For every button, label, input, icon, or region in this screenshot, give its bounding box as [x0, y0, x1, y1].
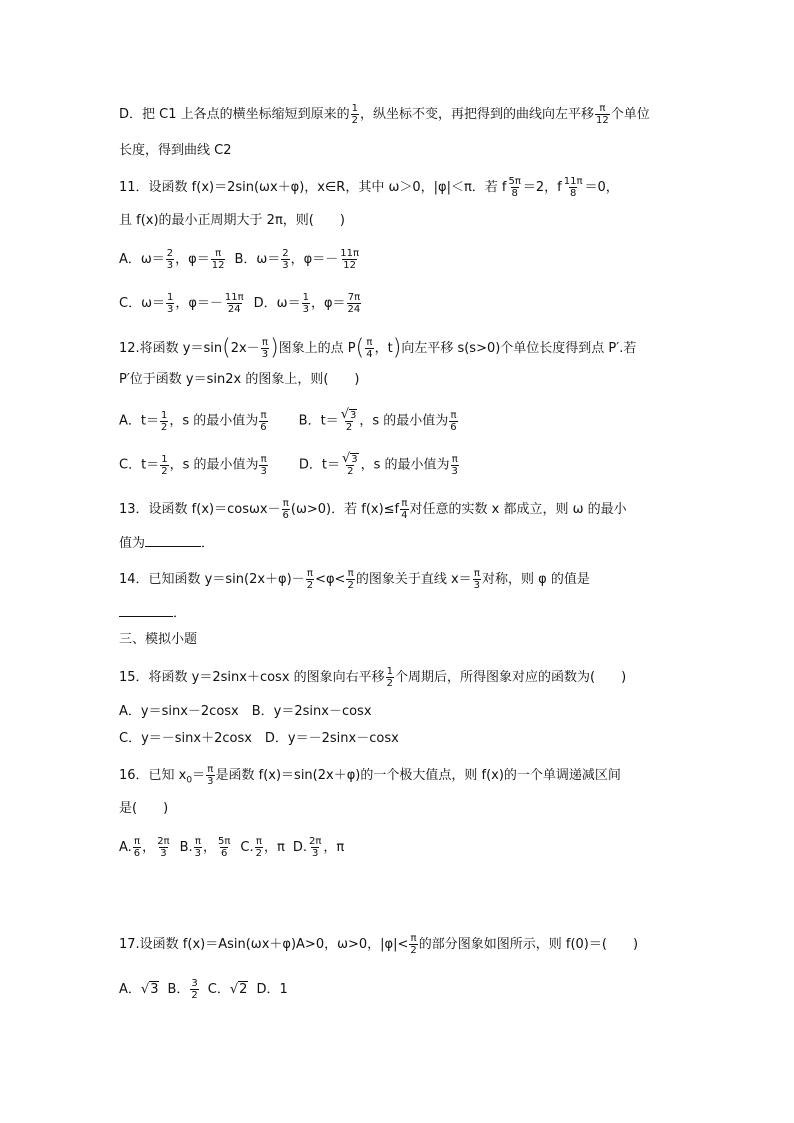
- question-11-stem-cont: 且 f(x)的最小正周期大于 2π，则( ): [119, 213, 345, 228]
- question-12-options-cd: C．t＝ $\frac{1}{2}$ ，s 的最小值为 $\frac{\pi}{3}$ D．t＝ $\frac{√3}{2}$ ，s 的最小值为 $\frac{\pi}{3}$: [119, 451, 458, 477]
- question-16-stem: 16．已知 $x_0=$ $\frac{\pi}{3}$ 是函数 f(x)＝sin(2x＋φ)的一个极大值点，则 f(x)的一个单调递减区间: [119, 764, 621, 787]
- question-13-stem-cont: 值为 ．: [119, 533, 214, 554]
- question-15-options-ab: A．y＝sinx－2cosx B．y＝2sinx－cosx: [119, 704, 372, 719]
- question-13-stem: 13．设函数 f(x)＝cosωx－ $\frac{\pi}{6}$ (ω>0)．若 f(x)≤f $\frac{\pi}{4}$ 对任意的实数 x 都成立，则 ω 的最小: [119, 498, 627, 521]
- question-12-stem: 12.将函数 y＝sin(2x－ $\frac{\pi}{3}$ )图象上的点 P( $\frac{\pi}{4}$ ，t)向左平移 s(s>0)个单位长度得到点 P′.若: [119, 335, 637, 361]
- question-17-options: A．√3 B． $\frac{3}{2}$ C．√2 D．1: [119, 978, 288, 1001]
- question-11-stem: 11．设函数 f(x)＝2sin(ωx＋φ)，x∈R，其中 ω＞0，|φ|＜π．若 f $\frac{5\pi}{8}$ ＝2，f $\frac{11\pi}{8}$ ＝0，: [119, 176, 619, 199]
- section-heading: 三、模拟小题: [119, 632, 198, 647]
- fraction: $\frac{5\pi}{8}$: [508, 176, 521, 199]
- question-17-stem: 17.设函数 f(x)＝Asin(ωx＋φ)A>0，ω>0，|φ|< $\frac{\pi}{2}$ 的部分图象如图所示，则 f(0)＝( ): [119, 933, 639, 956]
- fraction: $\frac{11\pi}{8}$: [563, 176, 583, 199]
- question-16-stem-cont: 是( ): [119, 801, 169, 816]
- prev-question-option-d-cont: 长度，得到曲线 C2: [119, 143, 232, 158]
- question-11-options-ab: A．ω＝ $\frac{2}{3}$ ，φ＝ $\frac{\pi}{12}$ B．ω＝ $\frac{2}{3}$ ，φ＝－ $\frac{11\pi}{12}$: [119, 248, 359, 271]
- answer-blank: [119, 603, 173, 617]
- question-14-stem-cont: ．: [119, 603, 186, 624]
- question-12-stem-cont: P′位于函数 y＝sin2x 的图象上，则( ): [119, 372, 360, 387]
- prev-question-option-d: D．把 C1 上各点的横坐标缩短到原来的 $\frac{1}{2}$ ，纵坐标不变，再把得到的曲线向左平移 $\frac{\pi}{12}$ 个单位: [119, 103, 650, 126]
- question-15-stem: 15．将函数 y＝2sinx＋cosx 的图象向右平移 $\frac{1}{2}$ 个周期后，所得图象对应的函数为( ): [119, 666, 627, 689]
- fraction: $\frac{1}{2}$: [351, 103, 358, 126]
- question-14-stem: 14．已知函数 y＝sin(2x＋φ)－ $\frac{\pi}{2}$ <φ< $\frac{\pi}{2}$ 的图象关于直线 x＝ $\frac{\pi}{3}$ 对称，则 φ 的值是: [119, 568, 590, 591]
- question-16-options: A. $\frac{\pi}{6}$ ， $\frac{2\pi}{3}$ B. $\frac{\pi}{3}$ ， $\frac{5\pi}{6}$ C. $\frac{\pi}{2}$ ，π D. $\frac{2\pi}{3}$ ，π: [119, 836, 345, 859]
- question-11-options-cd: C．ω＝ $\frac{1}{3}$ ，φ＝－ $\frac{11\pi}{24}$ D．ω＝ $\frac{1}{3}$ ，φ＝ $\frac{7\pi}{24}$: [119, 292, 361, 315]
- question-15-options-cd: C．y＝－sinx＋2cosx D．y＝－2sinx－cosx: [119, 731, 399, 746]
- question-12-options-ab: A．t＝ $\frac{1}{2}$ ，s 的最小值为 $\frac{\pi}{6}$ B．t＝ $\frac{√3}{2}$ ，s 的最小值为 $\frac{\pi}{6}$: [119, 407, 457, 433]
- fraction: $\frac{\pi}{12}$: [596, 103, 609, 126]
- answer-blank: [145, 533, 201, 547]
